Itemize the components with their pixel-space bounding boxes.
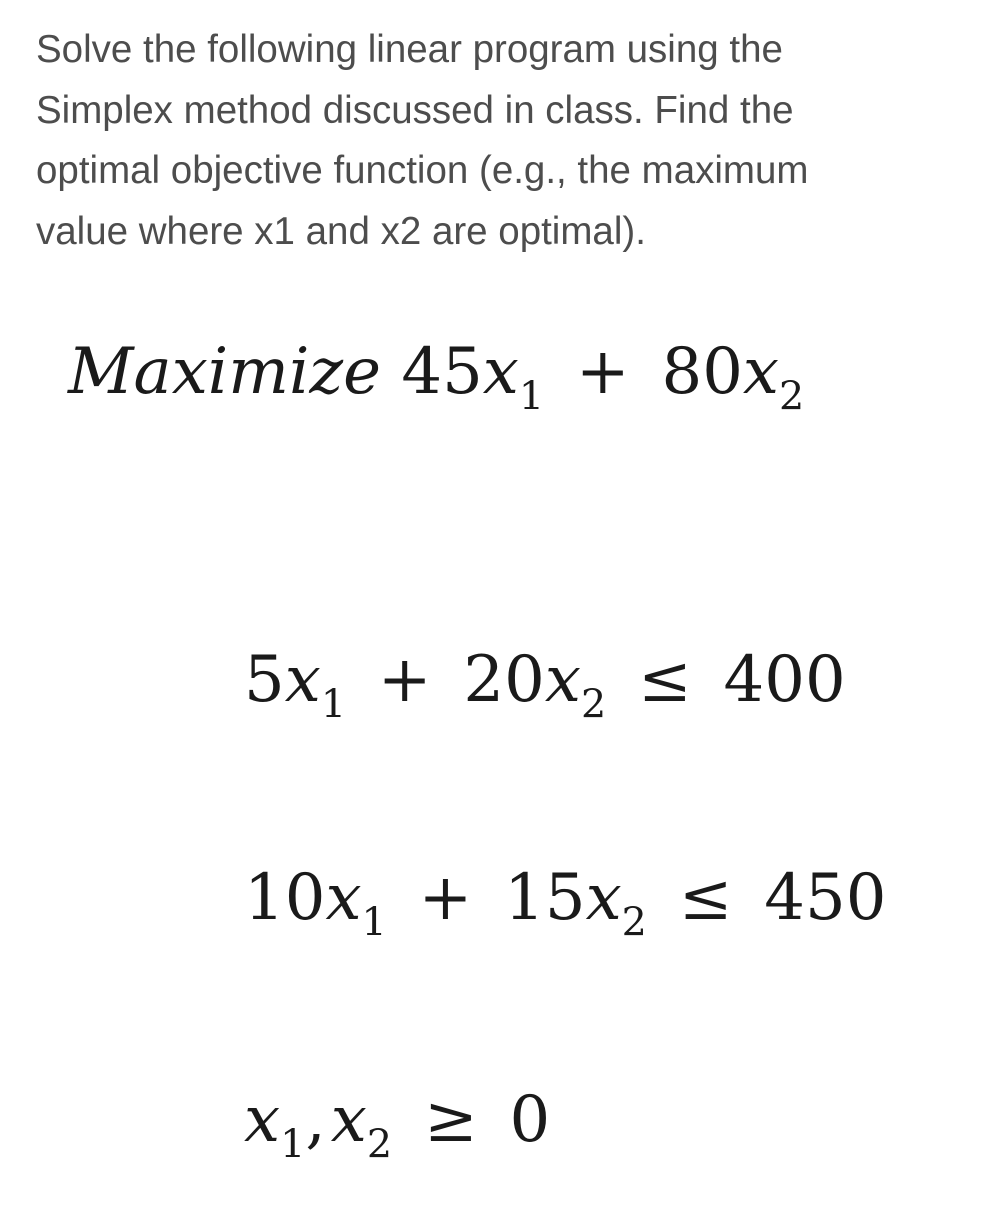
objective-function [68,335,805,420]
objective-variable-1: x [482,335,519,409]
non-negativity-variable-1: x [244,1083,281,1157]
objective-keyword: Maximize [68,335,381,409]
constraint-1-variable-2: x [544,643,581,717]
constraint-1-plus-operator: + [377,643,432,717]
constraint-1 [244,643,846,728]
constraint-2-subscript-1: 1 [361,899,387,946]
objective-coefficient-1: 45 [401,335,483,409]
constraint-1-subscript-1: 1 [320,681,347,728]
non-negativity-variable-2: x [330,1083,367,1157]
objective-subscript-2: 2 [779,373,805,420]
objective-plus-operator: + [575,335,630,409]
constraint-2 [244,861,887,946]
constraint-1-relation: ≤ [638,643,692,717]
constraint-2-coefficient-1: 10 [244,861,326,935]
non-negativity-subscript-1: 1 [280,1121,306,1168]
constraint-2-plus-operator: + [418,861,473,935]
constraint-1-coefficient-1: 5 [244,643,285,717]
constraint-1-rhs: 400 [723,643,846,717]
constraint-2-variable-1: x [325,861,362,935]
objective-coefficient-2: 80 [661,335,743,409]
constraint-2-coefficient-2: 15 [504,861,586,935]
non-negativity-relation: ≥ [424,1083,478,1157]
question-line-4: value where x1 and x2 are optimal). [36,209,646,253]
non-negativity-separator: , [305,1083,326,1157]
non-negativity-rhs: 0 [509,1083,551,1157]
question-text [36,20,976,262]
constraint-2-variable-2: x [585,861,622,935]
constraint-2-relation: ≤ [678,861,733,935]
constraint-1-coefficient-2: 20 [463,643,545,717]
non-negativity-subscript-2: 2 [366,1121,393,1168]
non-negativity-constraint [244,1083,551,1168]
question-line-1: Solve the following linear program using the [36,28,783,71]
constraint-1-subscript-2: 2 [580,681,607,728]
constraint-2-rhs: 450 [764,861,887,935]
question-line-3: optimal objective function (e.g., the maximum [36,149,809,192]
objective-variable-2: x [742,335,779,409]
constraint-1-variable-1: x [284,643,321,717]
question-line-2: Simplex method discussed in class. Find the [36,88,794,132]
constraint-2-subscript-2: 2 [621,899,647,946]
objective-subscript-1: 1 [518,373,545,420]
